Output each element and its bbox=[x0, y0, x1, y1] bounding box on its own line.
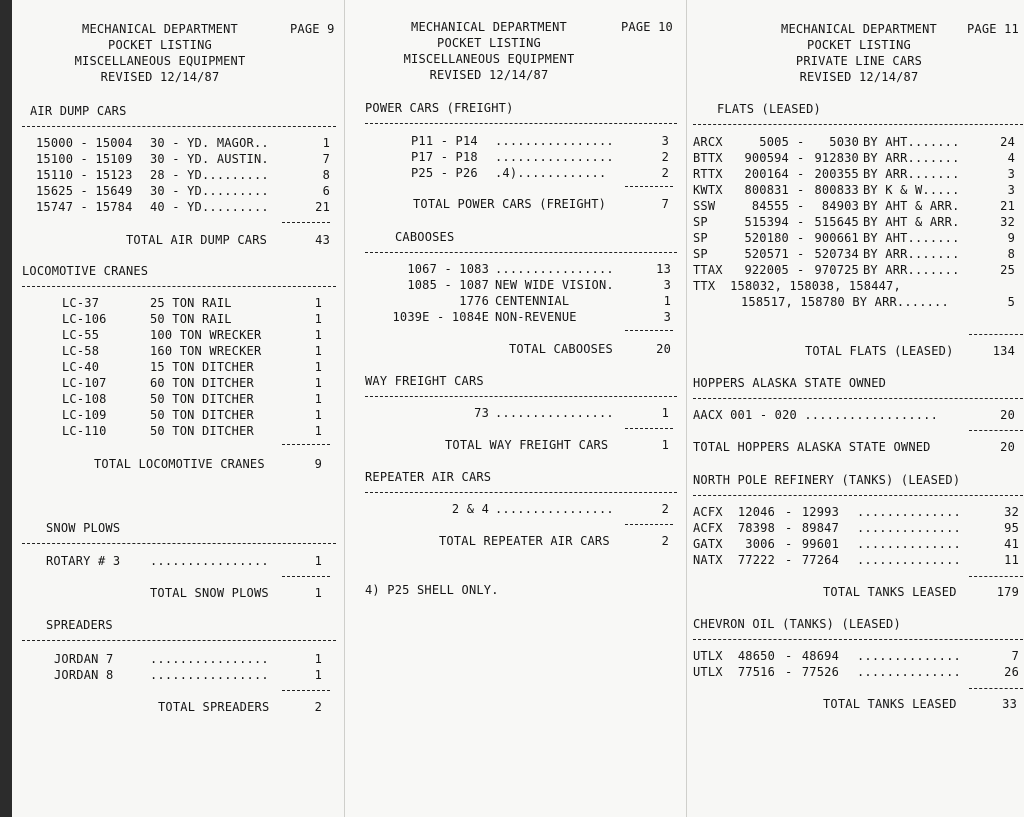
row-num: 970725 bbox=[814, 263, 859, 277]
divider bbox=[282, 444, 330, 445]
divider bbox=[282, 576, 330, 577]
row-count: 8 bbox=[1007, 247, 1015, 261]
row-id: ROTARY # 3 bbox=[46, 554, 121, 568]
row-num: 520180 bbox=[744, 231, 789, 245]
row-desc: ................ bbox=[495, 262, 614, 276]
footnote: 4) P25 SHELL ONLY. bbox=[365, 583, 499, 597]
row-num: 800831 bbox=[744, 183, 789, 197]
row-count: 32 bbox=[1004, 505, 1019, 519]
row-count: 1 bbox=[663, 294, 671, 308]
row-desc: 50 TON DITCHER bbox=[150, 408, 254, 422]
row-count: 1 bbox=[314, 376, 322, 390]
row-desc: ................ bbox=[495, 134, 614, 148]
divider bbox=[282, 690, 330, 691]
row-id: KWTX bbox=[693, 183, 723, 197]
range-dash: - bbox=[785, 665, 793, 679]
total-label: TOTAL HOPPERS ALASKA STATE OWNED bbox=[693, 440, 931, 454]
row-desc: NEW WIDE VISION. bbox=[495, 278, 614, 292]
row-desc: NON-REVENUE bbox=[495, 310, 577, 324]
row-num: 12046 bbox=[737, 505, 775, 519]
divider bbox=[22, 640, 336, 641]
row-count: 3 bbox=[661, 134, 669, 148]
row-num: 912830 bbox=[814, 151, 859, 165]
total-value: 33 bbox=[1002, 697, 1017, 711]
row-count: 1 bbox=[314, 296, 322, 310]
row-num: 515645 bbox=[814, 215, 859, 229]
row-desc: BY ARR....... bbox=[863, 263, 960, 277]
row-num: 48650 bbox=[737, 649, 775, 663]
row-desc: CENTENNIAL bbox=[495, 294, 570, 308]
row-id: LC-106 bbox=[62, 312, 107, 326]
row-num: 5030 bbox=[829, 135, 859, 149]
row-count: 3 bbox=[663, 310, 671, 324]
header-line: POCKET LISTING bbox=[108, 38, 212, 52]
row-dots: .............. bbox=[857, 505, 961, 519]
row-count: 1 bbox=[314, 312, 322, 326]
row-num: 520571 bbox=[744, 247, 789, 261]
total-value: 2 bbox=[661, 534, 669, 548]
row-id: 15747 - 15784 bbox=[36, 200, 133, 214]
row-count: 32 bbox=[1000, 215, 1015, 229]
row-id: 15100 - 15109 bbox=[36, 152, 133, 166]
divider bbox=[625, 186, 673, 187]
row-num: 84903 bbox=[821, 199, 859, 213]
divider bbox=[969, 334, 1023, 335]
row-count: 1 bbox=[314, 554, 322, 568]
total-value: 2 bbox=[314, 700, 322, 714]
row-num: 515394 bbox=[744, 215, 789, 229]
row-desc: 160 TON WRECKER bbox=[150, 344, 262, 358]
section-title: CABOOSES bbox=[395, 230, 455, 244]
row-num: 99601 bbox=[801, 537, 839, 551]
total-value: 179 bbox=[996, 585, 1019, 599]
row-count: 13 bbox=[656, 262, 671, 276]
header-line: REVISED 12/14/87 bbox=[429, 68, 549, 82]
row-desc: ................ bbox=[495, 150, 614, 164]
row-id: LC-107 bbox=[62, 376, 107, 390]
row-desc: .4)............ bbox=[495, 166, 607, 180]
row-desc: BY AHT....... bbox=[863, 135, 960, 149]
row-dots: .............. bbox=[857, 553, 961, 567]
section-title: CHEVRON OIL (TANKS) (LEASED) bbox=[693, 617, 901, 631]
row-num: 48694 bbox=[801, 649, 839, 663]
section-title: SPREADERS bbox=[46, 618, 113, 632]
total-label: TOTAL SNOW PLOWS bbox=[150, 586, 269, 600]
section-title: REPEATER AIR CARS bbox=[365, 470, 492, 484]
page-number: PAGE 10 bbox=[621, 20, 673, 34]
section-title: FLATS (LEASED) bbox=[717, 102, 821, 116]
total-value: 1 bbox=[314, 586, 322, 600]
row-count: 9 bbox=[1007, 231, 1015, 245]
page-number: PAGE 11 bbox=[967, 22, 1019, 36]
header-line: PRIVATE LINE CARS bbox=[795, 54, 923, 68]
row-count: 1 bbox=[314, 424, 322, 438]
row-desc: 50 TON DITCHER bbox=[150, 424, 254, 438]
divider bbox=[365, 123, 677, 124]
total-label: TOTAL REPEATER AIR CARS bbox=[439, 534, 610, 548]
total-label: TOTAL LOCOMOTIVE CRANES bbox=[94, 457, 265, 471]
row-desc: ................ bbox=[495, 502, 614, 516]
row-num: 12993 bbox=[801, 505, 839, 519]
range-dash: - bbox=[797, 263, 805, 277]
row-count: 2 bbox=[661, 166, 669, 180]
row-num: 77264 bbox=[801, 553, 839, 567]
divider bbox=[693, 124, 1023, 125]
row-id: UTLX bbox=[693, 665, 723, 679]
row-count: 8 bbox=[322, 168, 330, 182]
row-id: JORDAN 8 bbox=[54, 668, 114, 682]
total-label: TOTAL TANKS LEASED bbox=[823, 697, 957, 711]
page-9 bbox=[0, 0, 344, 817]
range-dash: - bbox=[797, 151, 805, 165]
divider bbox=[693, 495, 1023, 496]
divider bbox=[22, 126, 336, 127]
row-num: 77526 bbox=[801, 665, 839, 679]
row-count: 1 bbox=[314, 408, 322, 422]
row-desc: 50 TON DITCHER bbox=[150, 392, 254, 406]
row-num: 89847 bbox=[801, 521, 839, 535]
row-desc: 30 - YD. AUSTIN. bbox=[150, 152, 269, 166]
row-count: 4 bbox=[1007, 151, 1015, 165]
row-id: NATX bbox=[693, 553, 723, 567]
row-dots: .............. bbox=[857, 521, 961, 535]
row-num: 200355 bbox=[814, 167, 859, 181]
divider bbox=[969, 576, 1023, 577]
row-desc: ................ bbox=[150, 652, 269, 666]
divider bbox=[22, 543, 336, 544]
row-num: 900594 bbox=[744, 151, 789, 165]
row-count: 95 bbox=[1004, 521, 1019, 535]
row-desc: BY AHT....... bbox=[863, 231, 960, 245]
page-11 bbox=[686, 0, 1024, 817]
row-count: 1 bbox=[314, 668, 322, 682]
row-num: 77516 bbox=[737, 665, 775, 679]
range-dash: - bbox=[785, 505, 793, 519]
header-line: MECHANICAL DEPARTMENT bbox=[411, 20, 567, 34]
header-line: POCKET LISTING bbox=[437, 36, 541, 50]
row-num: 900661 bbox=[814, 231, 859, 245]
row-count: 3 bbox=[1007, 167, 1015, 181]
divider bbox=[693, 398, 1023, 399]
row-num: 200164 bbox=[744, 167, 789, 181]
row-id: ACFX bbox=[693, 521, 723, 535]
row-id: P25 - P26 bbox=[411, 166, 478, 180]
row-id: LC-108 bbox=[62, 392, 107, 406]
range-dash: - bbox=[785, 537, 793, 551]
row-count: 7 bbox=[1011, 649, 1019, 663]
header-line: MISCELLANEOUS EQUIPMENT bbox=[403, 52, 575, 66]
row-desc: BY ARR....... bbox=[863, 247, 960, 261]
row-desc: BY K & W..... bbox=[863, 183, 960, 197]
row-desc: 30 - YD......... bbox=[150, 184, 269, 198]
range-dash: - bbox=[797, 135, 805, 149]
row-id: GATX bbox=[693, 537, 723, 551]
row-id: JORDAN 7 bbox=[54, 652, 114, 666]
row-id: SP bbox=[693, 247, 708, 261]
row-num: 800833 bbox=[814, 183, 859, 197]
row-count: 1 bbox=[314, 392, 322, 406]
row-count: 1 bbox=[322, 136, 330, 150]
row-count: 3 bbox=[663, 278, 671, 292]
total-label: TOTAL WAY FREIGHT CARS bbox=[445, 438, 609, 452]
row-desc: 100 TON WRECKER bbox=[150, 328, 262, 342]
row-dots: .............. bbox=[857, 537, 961, 551]
section-title: AIR DUMP CARS bbox=[30, 104, 127, 118]
row-count: 1 bbox=[314, 344, 322, 358]
row-desc: 60 TON DITCHER bbox=[150, 376, 254, 390]
divider bbox=[365, 492, 677, 493]
row-id: TTAX bbox=[693, 263, 723, 277]
row-dots: .............. bbox=[857, 665, 961, 679]
row-count: 20 bbox=[1000, 408, 1015, 422]
section-title: POWER CARS (FREIGHT) bbox=[365, 101, 514, 115]
row-desc: BY AHT & ARR. bbox=[863, 215, 960, 229]
row-desc: BY ARR....... bbox=[863, 151, 960, 165]
row-id: 1776 bbox=[459, 294, 489, 308]
divider bbox=[365, 252, 677, 253]
row-num: 520734 bbox=[814, 247, 859, 261]
row-count: 6 bbox=[322, 184, 330, 198]
range-dash: - bbox=[797, 167, 805, 181]
row-id: P11 - P14 bbox=[411, 134, 478, 148]
row-id: SP bbox=[693, 215, 708, 229]
row-desc: 40 - YD......... bbox=[150, 200, 269, 214]
row-desc: BY ARR....... bbox=[863, 167, 960, 181]
row-id: SP bbox=[693, 231, 708, 245]
total-value: 20 bbox=[656, 342, 671, 356]
row-count: 26 bbox=[1004, 665, 1019, 679]
section-title: NORTH POLE REFINERY (TANKS) (LEASED) bbox=[693, 473, 961, 487]
section-title: WAY FREIGHT CARS bbox=[365, 374, 484, 388]
row-num: 77222 bbox=[737, 553, 775, 567]
total-label: TOTAL FLATS (LEASED) bbox=[805, 344, 954, 358]
row-num: 84555 bbox=[751, 199, 789, 213]
total-label: TOTAL SPREADERS bbox=[158, 700, 270, 714]
range-dash: - bbox=[797, 247, 805, 261]
row-id: ACFX bbox=[693, 505, 723, 519]
row-id: 2 & 4 bbox=[451, 502, 489, 516]
divider bbox=[625, 524, 673, 525]
row-id: LC-55 bbox=[62, 328, 100, 342]
total-value: 9 bbox=[314, 457, 322, 471]
row-id: 1067 - 1083 bbox=[407, 262, 489, 276]
row-id: ARCX bbox=[693, 135, 723, 149]
row-count: 2 bbox=[661, 502, 669, 516]
range-dash: - bbox=[785, 553, 793, 567]
row-count: 25 bbox=[1000, 263, 1015, 277]
divider bbox=[969, 688, 1023, 689]
total-value: 20 bbox=[1000, 440, 1015, 454]
total-value: 7 bbox=[661, 197, 669, 211]
row-count: 2 bbox=[661, 150, 669, 164]
row-desc: 15 TON DITCHER bbox=[150, 360, 254, 374]
header-line: POCKET LISTING bbox=[807, 38, 911, 52]
page-10 bbox=[344, 0, 687, 817]
range-dash: - bbox=[797, 215, 805, 229]
divider bbox=[365, 396, 677, 397]
divider bbox=[282, 222, 330, 223]
row-id: LC-109 bbox=[62, 408, 107, 422]
row-count: 1 bbox=[661, 406, 669, 420]
range-dash: - bbox=[797, 231, 805, 245]
row-dots: .............. bbox=[857, 649, 961, 663]
header-line: MECHANICAL DEPARTMENT bbox=[781, 22, 937, 36]
row-desc: 28 - YD......... bbox=[150, 168, 269, 182]
section-title: LOCOMOTIVE CRANES bbox=[22, 264, 149, 278]
row-desc: ................ bbox=[150, 668, 269, 682]
row-num: 5005 bbox=[759, 135, 789, 149]
page-number: PAGE 9 bbox=[290, 22, 335, 36]
row-desc: 25 TON RAIL bbox=[150, 296, 232, 310]
row-desc: 158517, 158780 BY ARR....... bbox=[741, 295, 949, 309]
row-num: 78398 bbox=[737, 521, 775, 535]
header-line: REVISED 12/14/87 bbox=[799, 70, 919, 84]
row-count: 1 bbox=[314, 360, 322, 374]
row-count: 21 bbox=[315, 200, 330, 214]
row-id: BTTX bbox=[693, 151, 723, 165]
header-line: REVISED 12/14/87 bbox=[100, 70, 220, 84]
divider bbox=[625, 330, 673, 331]
range-dash: - bbox=[785, 649, 793, 663]
row-desc: AACX 001 - 020 .................. bbox=[693, 408, 939, 422]
row-id: LC-40 bbox=[62, 360, 100, 374]
row-id: 15625 - 15649 bbox=[36, 184, 133, 198]
range-dash: - bbox=[797, 183, 805, 197]
total-label: TOTAL AIR DUMP CARS bbox=[126, 233, 268, 247]
total-label: TOTAL TANKS LEASED bbox=[823, 585, 957, 599]
divider bbox=[969, 430, 1023, 431]
divider bbox=[22, 286, 336, 287]
row-desc: 50 TON RAIL bbox=[150, 312, 232, 326]
range-dash: - bbox=[797, 199, 805, 213]
row-count: 41 bbox=[1004, 537, 1019, 551]
divider bbox=[693, 639, 1023, 640]
row-desc: 30 - YD. MAGOR.. bbox=[150, 136, 269, 150]
row-count: 1 bbox=[314, 328, 322, 342]
row-count: 3 bbox=[1007, 183, 1015, 197]
row-id: RTTX bbox=[693, 167, 723, 181]
row-count: 5 bbox=[1007, 295, 1015, 309]
row-desc: BY AHT & ARR. bbox=[863, 199, 960, 213]
total-label: TOTAL POWER CARS (FREIGHT) bbox=[413, 197, 607, 211]
total-label: TOTAL CABOOSES bbox=[509, 342, 613, 356]
row-id: 15000 - 15004 bbox=[36, 136, 133, 150]
row-id: LC-110 bbox=[62, 424, 107, 438]
total-value: 1 bbox=[661, 438, 669, 452]
row-id: LC-37 bbox=[62, 296, 100, 310]
header-line: MECHANICAL DEPARTMENT bbox=[82, 22, 238, 36]
total-value: 134 bbox=[992, 344, 1015, 358]
row-num: 3006 bbox=[745, 537, 775, 551]
row-id: LC-58 bbox=[62, 344, 100, 358]
row-id: 15110 - 15123 bbox=[36, 168, 133, 182]
row-id: 1039E - 1084E bbox=[392, 310, 489, 324]
row-desc: TTX 158032, 158038, 158447, bbox=[693, 279, 901, 293]
row-id: 1085 - 1087 bbox=[407, 278, 489, 292]
divider bbox=[625, 428, 673, 429]
header-line: MISCELLANEOUS EQUIPMENT bbox=[74, 54, 246, 68]
row-desc: ................ bbox=[150, 554, 269, 568]
row-count: 24 bbox=[1000, 135, 1015, 149]
row-num: 922005 bbox=[744, 263, 789, 277]
row-count: 11 bbox=[1004, 553, 1019, 567]
row-id: P17 - P18 bbox=[411, 150, 478, 164]
range-dash: - bbox=[785, 521, 793, 535]
row-desc: ................ bbox=[495, 406, 614, 420]
section-title: SNOW PLOWS bbox=[46, 521, 121, 535]
row-id: 73 bbox=[474, 406, 489, 420]
row-count: 1 bbox=[314, 652, 322, 666]
row-id: SSW bbox=[693, 199, 716, 213]
row-id: UTLX bbox=[693, 649, 723, 663]
section-title: HOPPERS ALASKA STATE OWNED bbox=[693, 376, 887, 390]
row-count: 21 bbox=[1000, 199, 1015, 213]
total-value: 43 bbox=[315, 233, 330, 247]
row-count: 7 bbox=[322, 152, 330, 166]
